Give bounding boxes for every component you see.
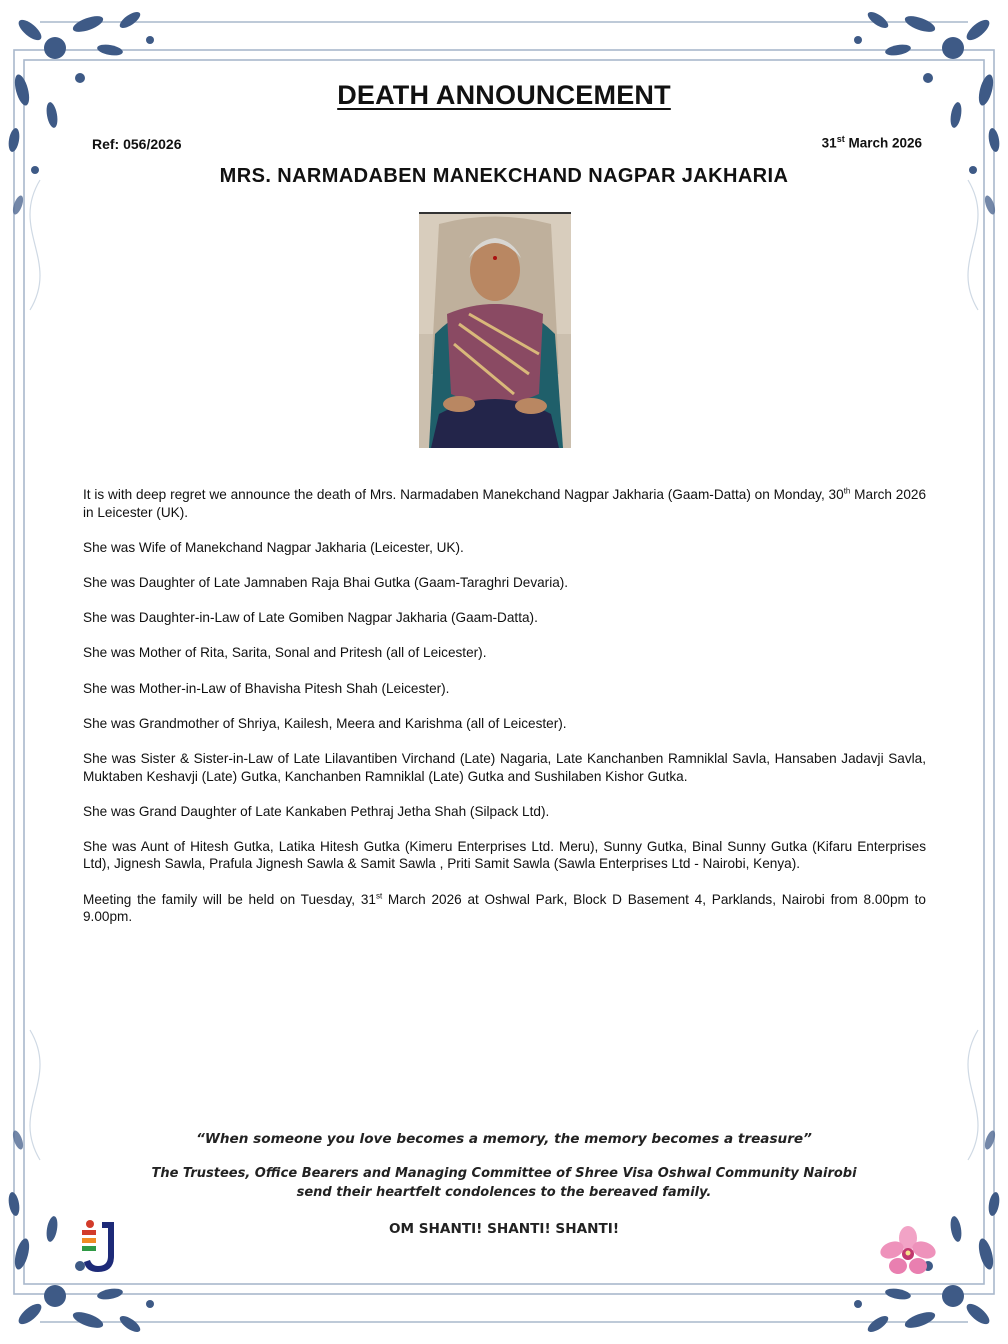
portrait-photo (419, 212, 571, 448)
paragraph-text: Meeting the family will be held on Tuesday, 31 (83, 891, 376, 907)
paragraph-daughter-in-law: She was Daughter-in-Law of Late Gomiben Nagpar Jakharia (Gaam-Datta). (83, 610, 538, 626)
paragraph-daughter: She was Daughter of Late Jamnaben Raja Bhai Gutka (Gaam-Taraghri Devaria). (83, 574, 569, 590)
date-day: 31 (821, 135, 837, 151)
paragraph-aunt: She was Aunt of Hitesh Gutka, Latika Hitesh Gutka (Kimeru Enterprises Ltd. Meru), Sunny Gutka, Binal Sunny Gutka (Kifaru Enterprises Ltd), Jignesh Sawla, Prafula Jignesh Sawla & Samit Sawla , Priti Samit Sawla (Sawla Enterprises Ltd - Nairobi, Kenya). (83, 838, 926, 872)
paragraph-wife: She was Wife of Manekchand Nagpar Jakharia (Leicester, UK). (83, 539, 464, 555)
reference-number: Ref: 056/2026 (92, 136, 182, 152)
memorial-quote: “When someone you love becomes a memory, the memory becomes a treasure” (196, 1131, 812, 1147)
announcement-body (83, 486, 926, 943)
superscript: st (375, 891, 383, 901)
paragraph-sister: She was Sister & Sister-in-Law of Late Lilavantiben Virchand (Late) Nagaria, Late Kanchanben Ramniklal Savla, Hansaben Jadavji Savla, Muktaben Keshavji (Late) Gutka, Kanchanben Ramniklal (Late) Gutka and Sushilaben Kishor Gutka. (83, 750, 926, 784)
paragraph-grand-daughter: She was Grand Daughter of Late Kankaben Pethraj Jetha Shah (Silpack Ltd). (83, 803, 550, 819)
page-title: DEATH ANNOUNCEMENT (337, 80, 671, 110)
paragraph-text: March 2026 in Leicester (UK). (83, 487, 927, 520)
paragraph-text: It is with deep regret we announce the death of Mrs. Narmadaben Manekchand Nagpar Jakharia (Gaam-Datta) on Monday, 30 (83, 487, 844, 502)
paragraph-meeting (83, 891, 926, 926)
announcement-date (822, 134, 922, 151)
date-suffix: st (836, 134, 845, 144)
condolence-line-2: send their heartfelt condolences to the bereaved family. (296, 1185, 712, 1200)
paragraph-mother: She was Mother of Rita, Sarita, Sonal and Pritesh (all of Leicester). (83, 645, 487, 661)
orchid-flower-icon (880, 1226, 936, 1278)
condolence-message (0, 1164, 1008, 1202)
paragraph-death-notice (83, 486, 926, 521)
date-rest: March 2026 (844, 135, 922, 151)
deceased-name: MRS. NARMADABEN MANEKCHAND NAGPAR JAKHARIA (219, 165, 789, 187)
superscript: th (843, 486, 851, 496)
condolence-line-1: The Trustees, Office Bearers and Managing Committee of Shree Visa Oshwal Community Nairobi (151, 1166, 857, 1181)
paragraph-text: March 2026 at Oshwal Park, Block D Basement 4, Parklands, Nairobi from 8.00pm to 9.00pm. (83, 891, 926, 925)
paragraph-grandmother: She was Grandmother of Shriya, Kailesh, Meera and Karishma (all of Leicester). (83, 715, 567, 731)
om-shanti-text: OM SHANTI! SHANTI! SHANTI! (388, 1221, 620, 1237)
community-logo-icon (80, 1218, 120, 1274)
paragraph-mother-in-law: She was Mother-in-Law of Bhavisha Pitesh Shah (Leicester). (83, 680, 450, 696)
